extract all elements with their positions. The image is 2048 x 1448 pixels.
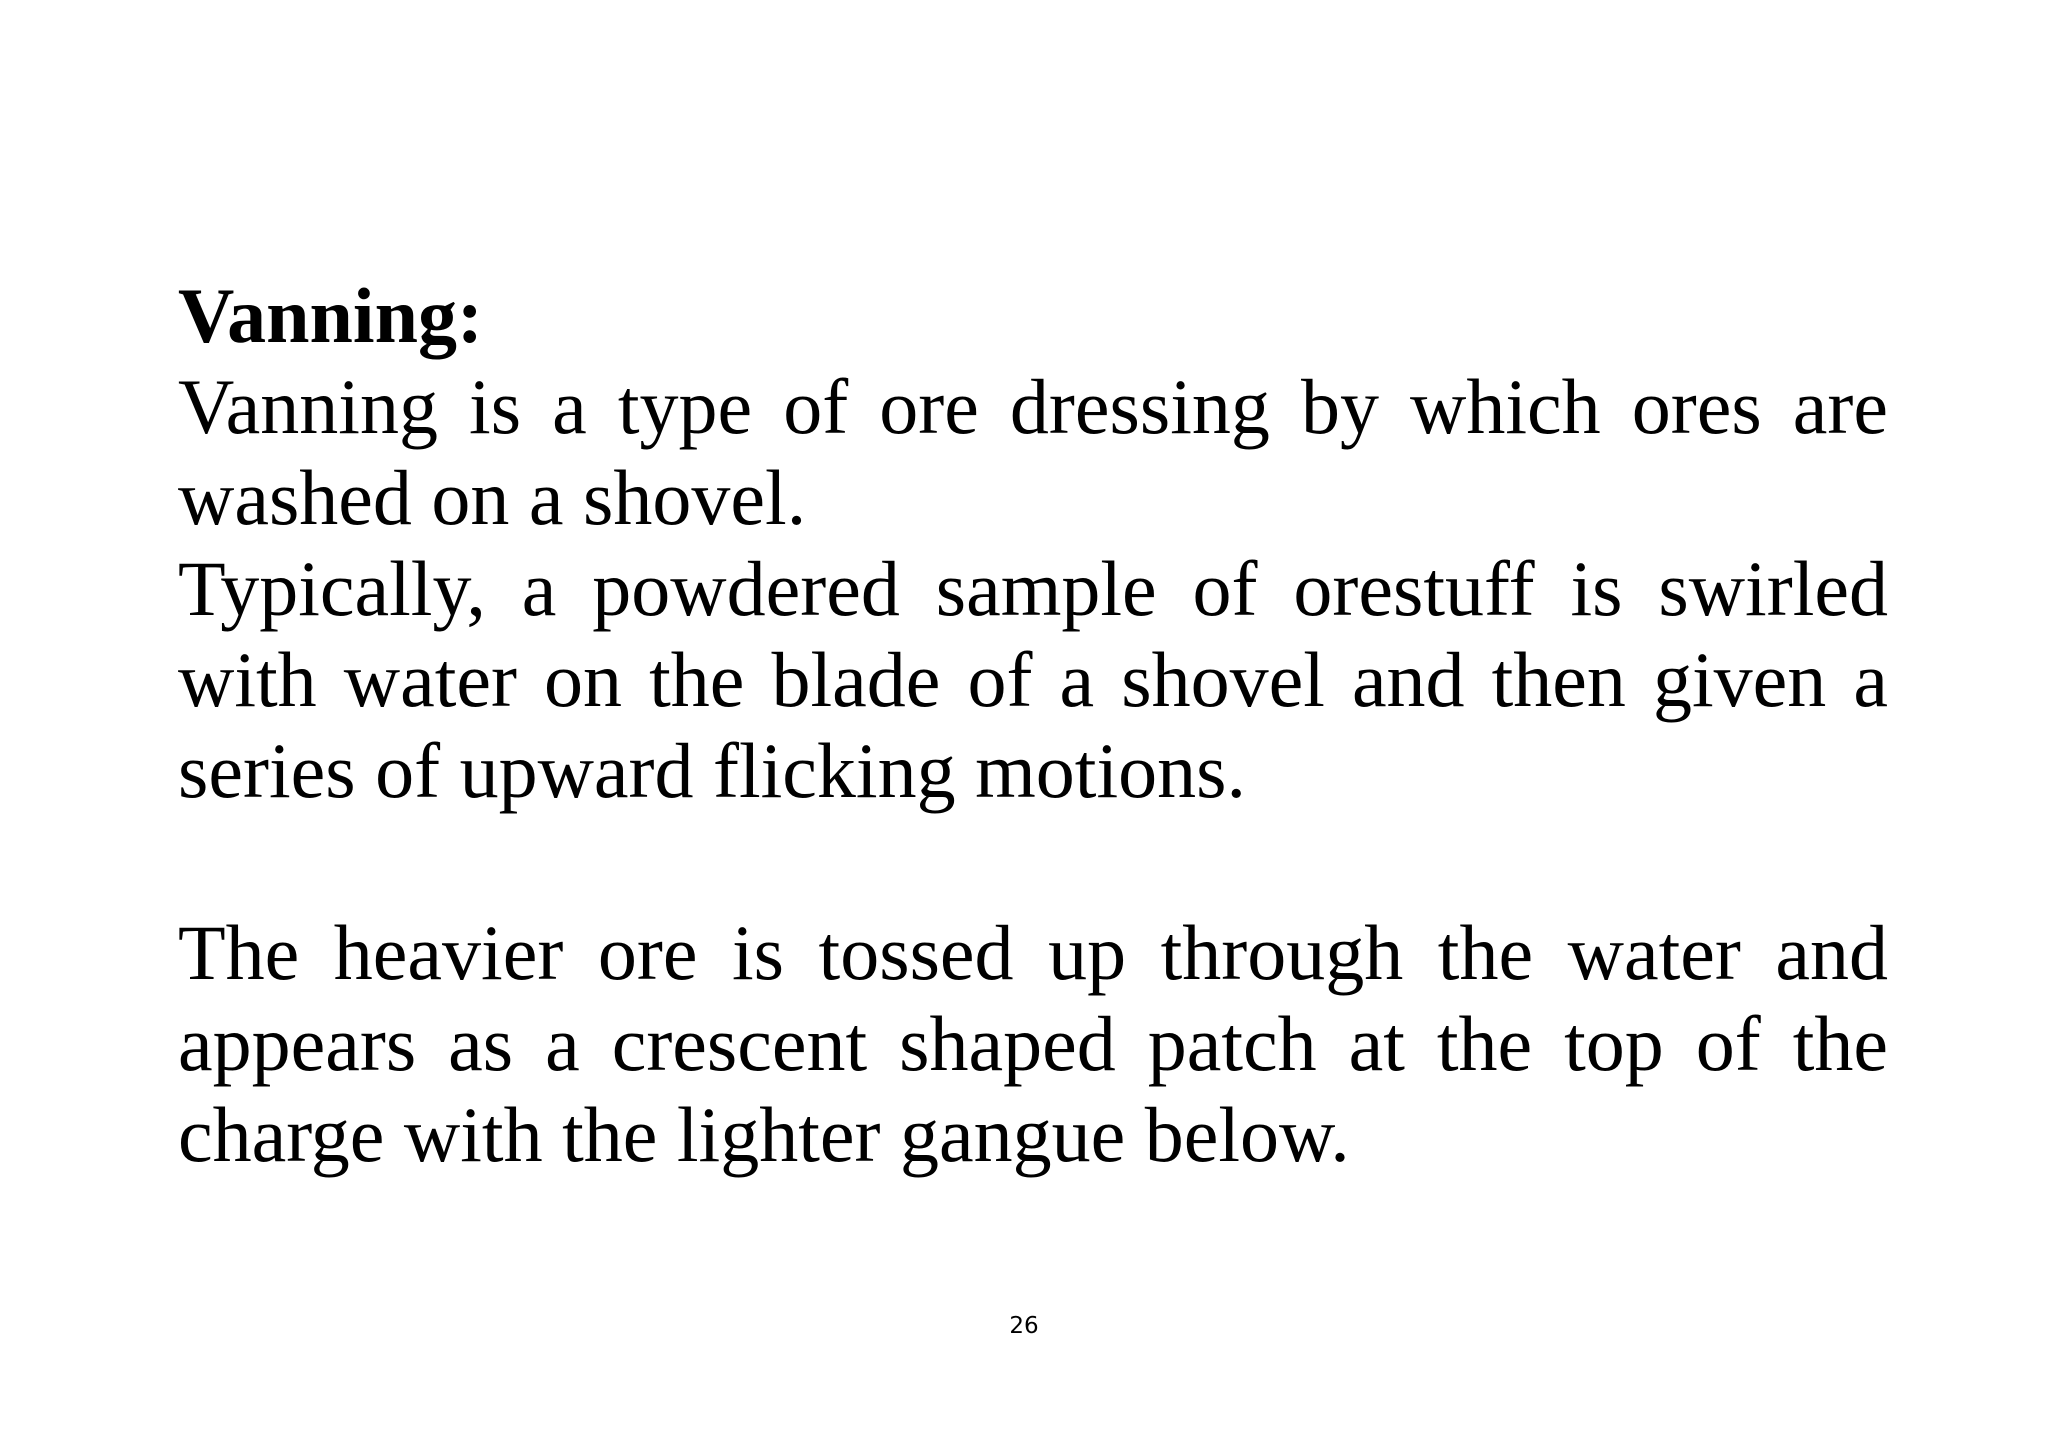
paragraph-gap	[178, 816, 1888, 907]
paragraph-process: Typically, a powdered sample of orestuff is swirled with water on the blade of a shovel and then given a series of upward flicking motions.	[178, 545, 1888, 814]
paragraph-result: The heavier ore is tossed up through the water and appears as a crescent shaped patch at the top of the charge with the lighter gangue below.	[178, 909, 1888, 1178]
paragraph-definition: Vanning is a type of ore dressing by which ores are washed on a shovel.	[178, 363, 1888, 541]
page-content	[178, 270, 1888, 1180]
section-heading: Vanning:	[178, 272, 483, 359]
page-number: 26	[1009, 1313, 1039, 1339]
